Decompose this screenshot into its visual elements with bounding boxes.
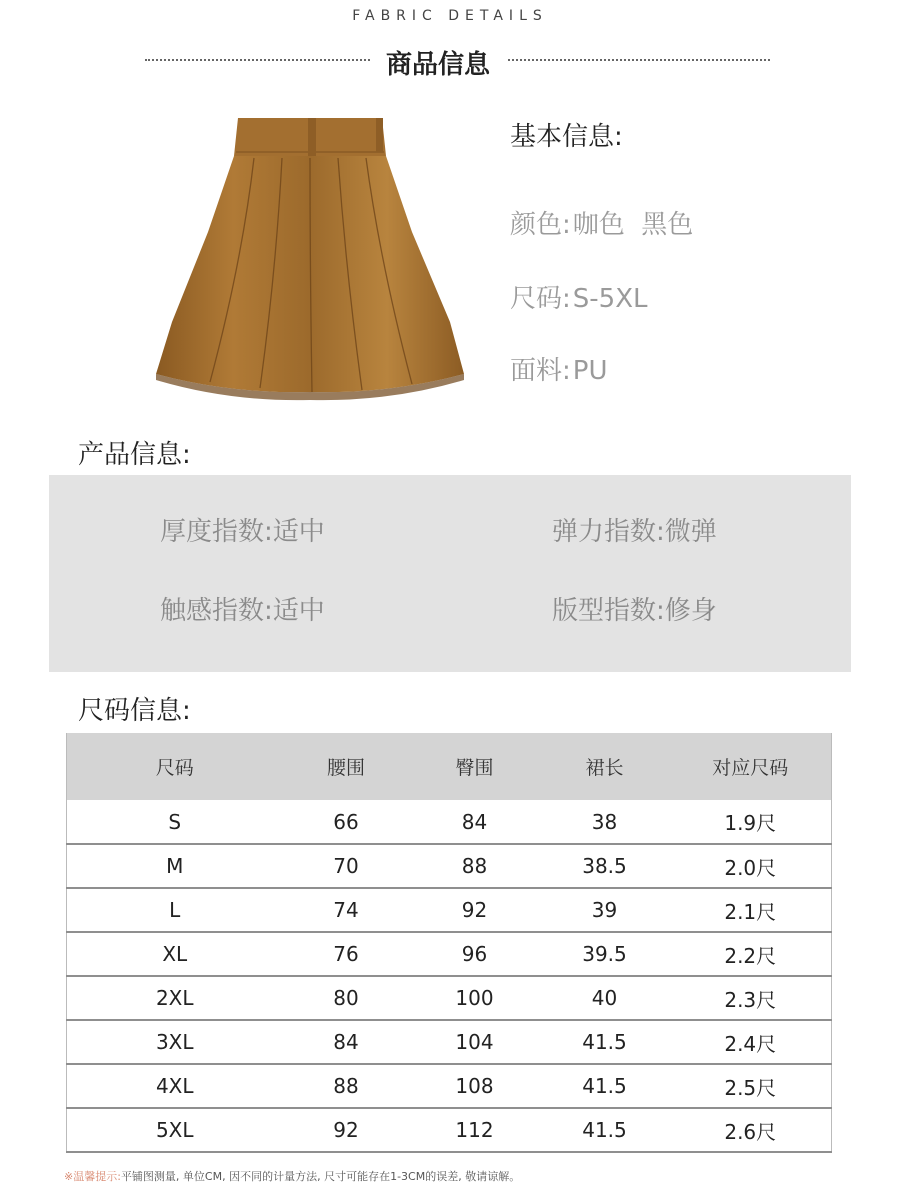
hip-cell: 112: [410, 1108, 540, 1152]
fit-index: 版型指数:修身: [552, 596, 717, 626]
size-cell: L: [67, 888, 283, 932]
size-cell: 3XL: [67, 1020, 283, 1064]
waist-cell: 74: [283, 888, 410, 932]
equivalent-cell: 2.3尺: [670, 976, 832, 1020]
size-table-row: [67, 1064, 832, 1108]
waist-cell: 80: [283, 976, 410, 1020]
hip-cell: 92: [410, 888, 540, 932]
fabric-value: PU: [572, 356, 608, 386]
equivalent-cell: 2.1尺: [670, 888, 832, 932]
length-cell: 40: [540, 976, 670, 1020]
hip-cell: 88: [410, 844, 540, 888]
equivalent-cell: 2.2尺: [670, 932, 832, 976]
hip-cell: 108: [410, 1064, 540, 1108]
basic-info: [510, 116, 694, 386]
hip-cell: 100: [410, 976, 540, 1020]
waist-cell: 70: [283, 844, 410, 888]
length-cell: 41.5: [540, 1108, 670, 1152]
size-table-row: [67, 800, 832, 844]
waist-cell: 76: [283, 932, 410, 976]
equivalent-cell: 2.6尺: [670, 1108, 832, 1152]
skirt-product-image: [150, 112, 470, 407]
length-cell: 39.5: [540, 932, 670, 976]
length-cell: 41.5: [540, 1064, 670, 1108]
thickness-index: 厚度指数:适中: [160, 517, 325, 547]
measurement-note: [64, 1168, 520, 1184]
size-table-row: [67, 1108, 832, 1152]
length-col-header: 裙长: [585, 757, 624, 779]
size-table: [66, 733, 832, 1153]
size-range-label: 尺码:: [510, 284, 571, 314]
basic-info-title: 基本信息:: [510, 122, 623, 152]
length-cell: 38.5: [540, 844, 670, 888]
color-label: 颜色:: [510, 210, 571, 240]
title-divider-right: [508, 59, 770, 61]
hip-cell: 104: [410, 1020, 540, 1064]
fabric-label: 面料:: [510, 356, 571, 386]
touch-index: 触感指数:适中: [160, 596, 325, 626]
waist-cell: 84: [283, 1020, 410, 1064]
equivalent-cell: 2.4尺: [670, 1020, 832, 1064]
size-table-header: [67, 733, 832, 800]
size-cell: M: [67, 844, 283, 888]
size-cell: XL: [67, 932, 283, 976]
size-range-row: [510, 278, 648, 315]
size-table-row: [67, 888, 832, 932]
elasticity-index: 弹力指数:微弹: [552, 517, 717, 547]
waist-cell: 66: [333, 809, 359, 834]
size-info-title: 尺码信息:: [78, 696, 191, 726]
hip-col-header: 臀围: [455, 757, 494, 779]
equivalent-col-header: 对应尺码: [712, 757, 789, 779]
color-value: 咖色 黑色: [572, 210, 694, 240]
note-prefix: ※温馨提示:: [64, 1170, 121, 1183]
waist-cell: 92: [283, 1108, 410, 1152]
hip-cell: 84: [461, 809, 488, 834]
length-cell: 38: [591, 809, 618, 834]
note-text: 平铺图测量, 单位CM, 因不同的计量方法, 尺寸可能存在1-3CM的误差, 敬请谅解。: [120, 1170, 521, 1183]
hip-cell: 96: [410, 932, 540, 976]
size-range-value: S-5XL: [572, 284, 648, 314]
title-divider-left: [145, 59, 370, 61]
fabric-row: [510, 350, 607, 387]
equivalent-cell: 1.9尺: [724, 811, 777, 835]
product-index-panel: [49, 475, 851, 672]
size-table-row: [67, 844, 832, 888]
length-cell: 39: [540, 888, 670, 932]
size-col-header: 尺码: [155, 757, 194, 779]
product-info-title: 产品信息:: [78, 440, 191, 470]
page-title: 商品信息: [385, 50, 490, 80]
length-cell: 41.5: [540, 1020, 670, 1064]
size-cell: 5XL: [67, 1108, 283, 1152]
fabric-details-eyebrow: FABRIC DETAILS: [352, 8, 548, 24]
size-cell: S: [168, 809, 182, 834]
size-cell: 2XL: [67, 976, 283, 1020]
size-cell: 4XL: [67, 1064, 283, 1108]
equivalent-cell: 2.5尺: [670, 1064, 832, 1108]
waist-cell: 88: [283, 1064, 410, 1108]
size-table-row: [67, 976, 832, 1020]
color-row: [510, 204, 693, 241]
size-table-row: [67, 932, 832, 976]
size-table-row: [67, 1020, 832, 1064]
equivalent-cell: 2.0尺: [670, 844, 832, 888]
waist-col-header: 腰围: [326, 757, 365, 779]
